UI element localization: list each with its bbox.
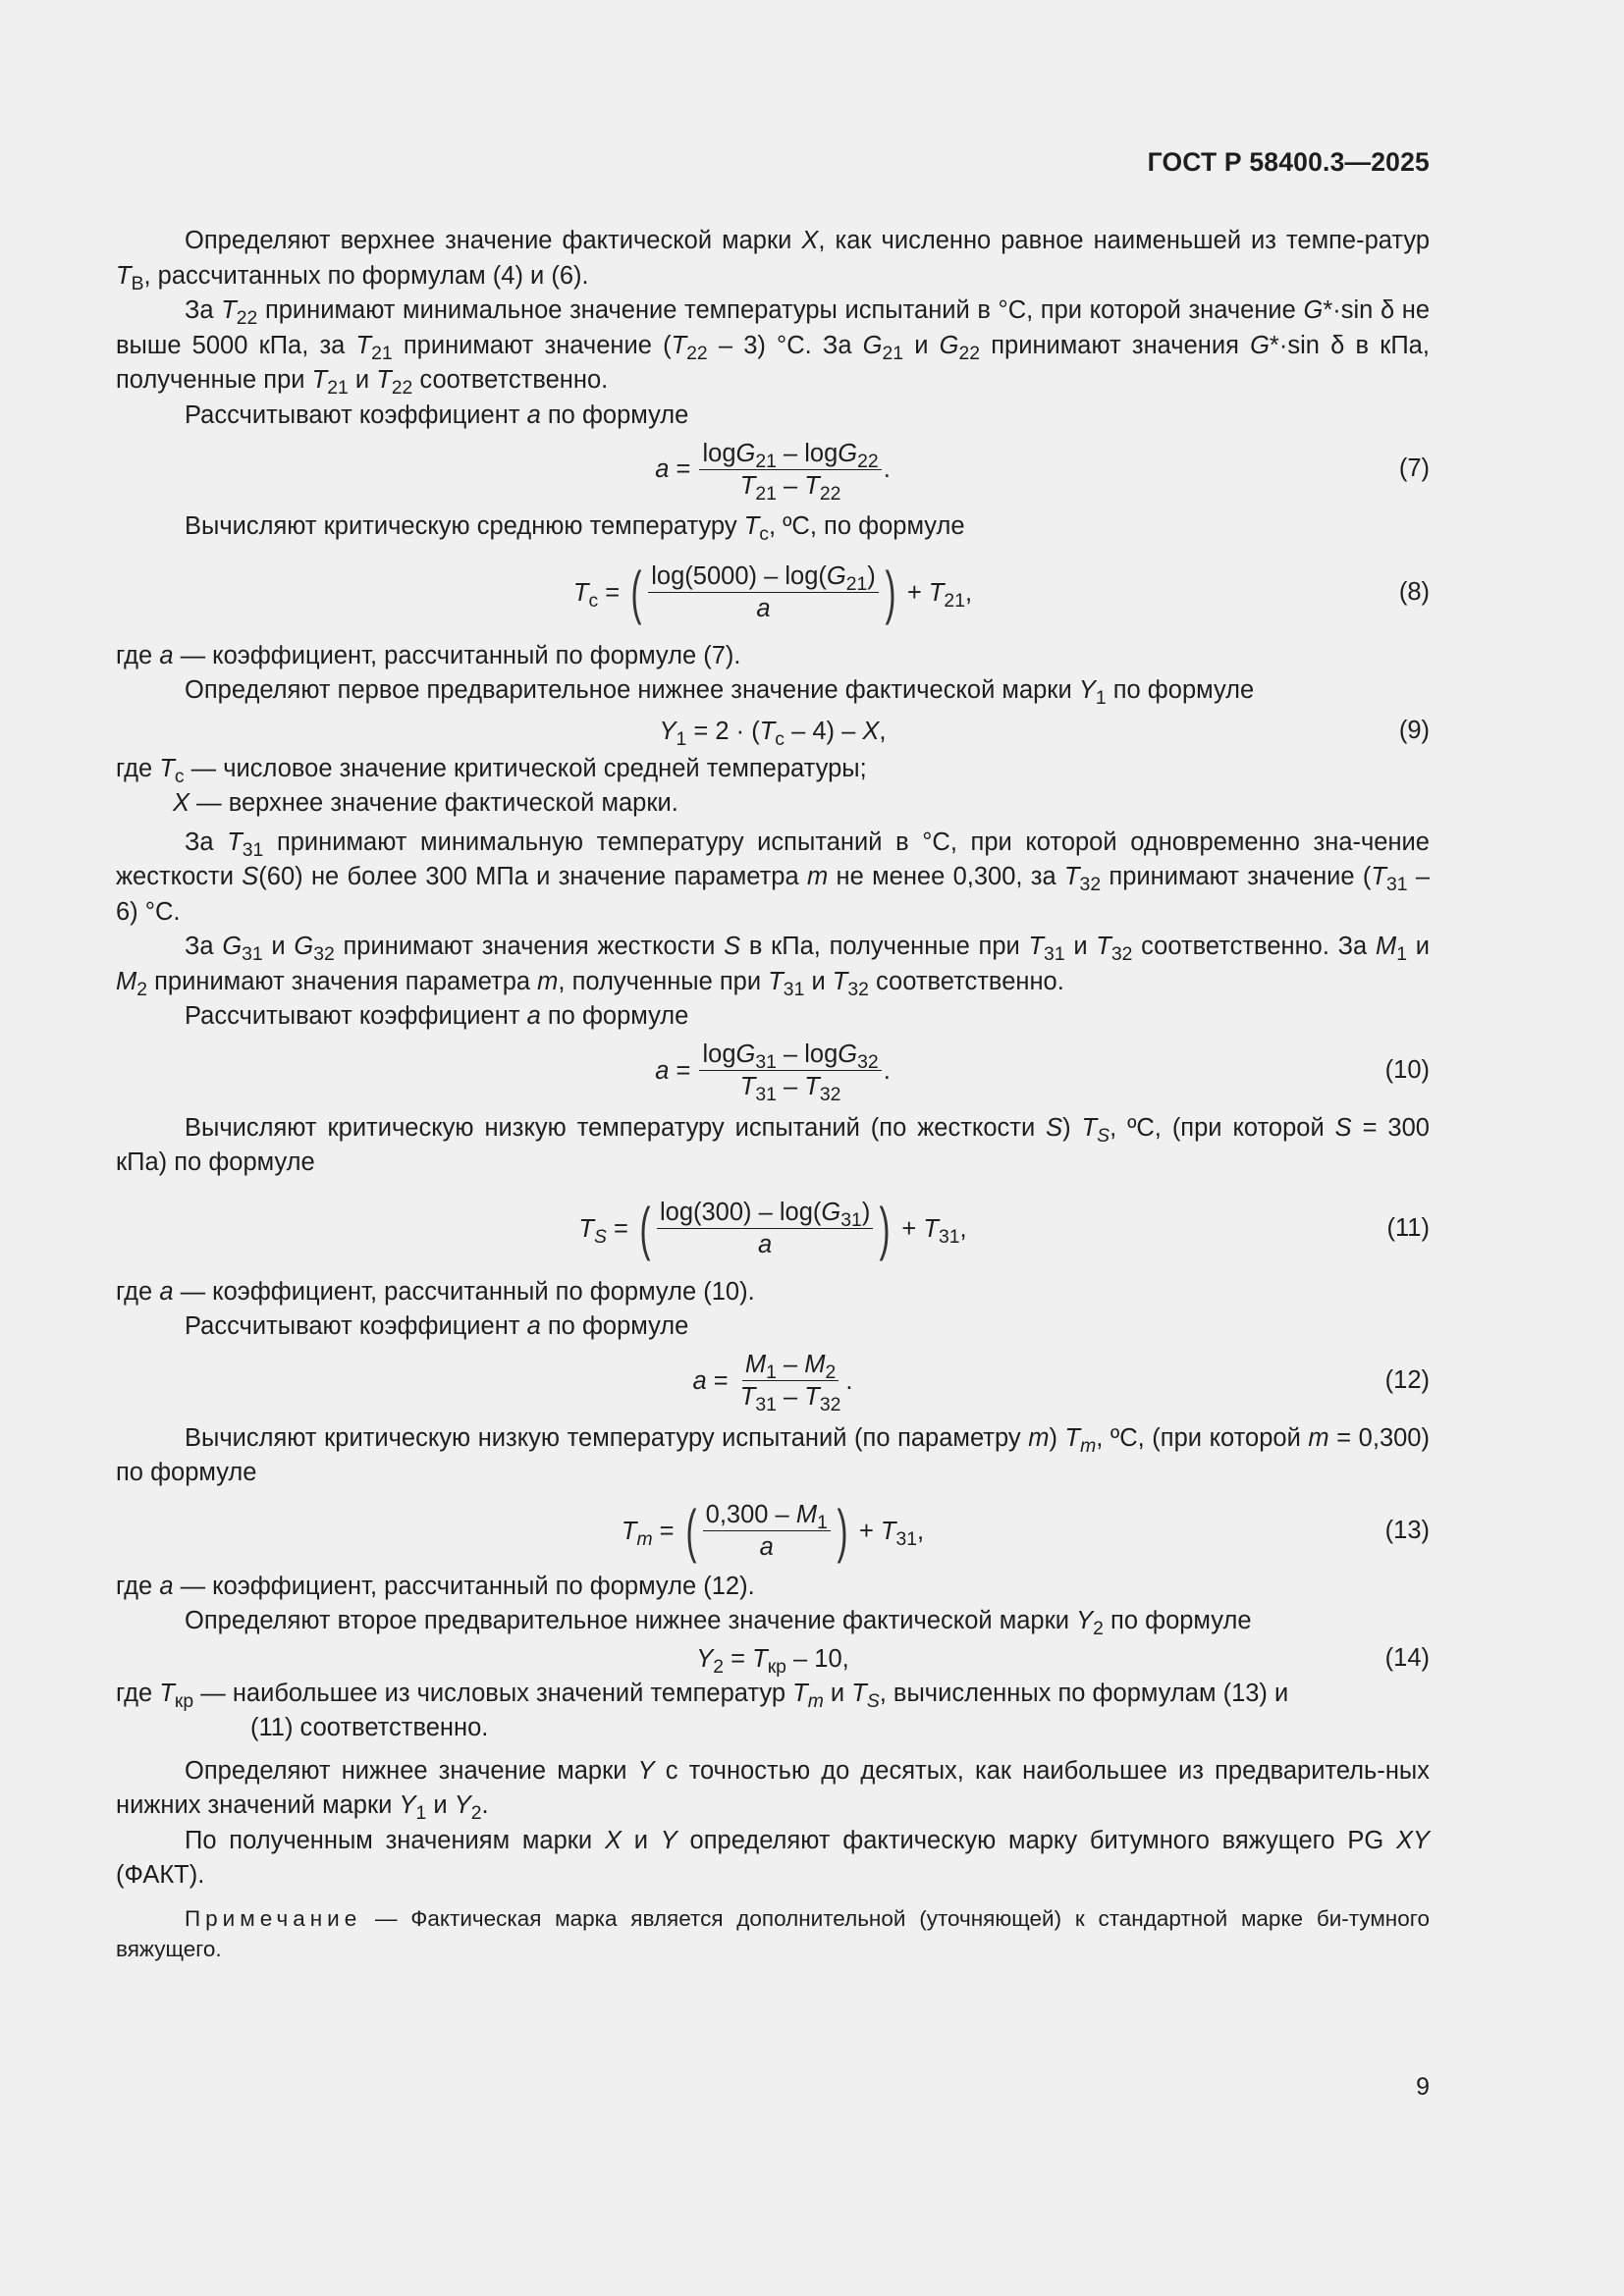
formula-number: (10) — [1384, 1055, 1430, 1084]
paragraph-where-a-12: где a — коэффициент, рассчитанный по формуле (12). — [116, 1572, 755, 1600]
formula-number: (13) — [1384, 1516, 1430, 1544]
paragraph-where-x: X — верхнее значение фактической марки. — [173, 789, 678, 817]
paragraph-calc-a-2: Рассчитывают коэффициент a по формуле — [185, 1002, 689, 1030]
paragraph-tm: Вычисляют критическую низкую температуру испытаний (по параметру m) $T_m$, ºС, (при которой m = 0,300) по формуле — [116, 1423, 1430, 1486]
paragraph-where-a-7: где a — коэффициент, рассчитанный по формуле (7). — [116, 641, 741, 669]
paragraph-tc: Вычисляют критическую среднюю температуру $T_с$, ºС, по формуле — [185, 512, 965, 546]
paragraph-g31: За $G_{31}$ и $G_{32}$ принимают значения жесткости S в кПа, полученные при $T_{31}$ и $T_{32}$ соответственно. За $M_1$ и $M_2$ принимают значения параметра m, полученные при $T_{31}$ и $T_{32}$ соответственно. — [116, 933, 1430, 1000]
paragraph-calc-a-3: Рассчитывают коэффициент a по формуле — [185, 1312, 689, 1340]
paragraph-t22: За $T_{22}$ принимают минимальное значение температуры испытаний в °С, при которой значение G*·sin δ не выше 5000 кПа, за $T_{21}$ принимают значение $(T_{22} - 3)$ °С. За $G_{21}$ и $G_{22}$ принимают значения G*·sin δ в кПа, полученные при $T_{21}$ и $T_{22}$ соответственно. — [116, 296, 1430, 400]
paragraph-actual-grade: По полученным значениям марки X и Y определяют фактическую марку битумного вяжущего PG XY (ФАКТ). — [116, 1826, 1431, 1889]
formula-9: $Y_1 = 2 \cdot (T_с - 4) - X$, (9) — [116, 709, 1430, 752]
formula-7: a = $\frac{\log G_{21} - \log G_{22}}{T_{21} - T_{22}}$ . (7) — [116, 433, 1430, 504]
note: Примечание — Фактическая марка является дополнительной (уточняющей) к стандартной марке би-тумного вяжущего. — [116, 1905, 1430, 1961]
paragraph-lower-grade: Определяют нижнее значение марки Y с точностью до десятых, как наибольшее из предваритель-ных нижних значений марки $Y_1$ и $Y_2$. — [116, 1756, 1430, 1825]
paragraph-where-tkr-cont: (11) соответственно. — [250, 1714, 489, 1741]
note-label: Примечание — [185, 1905, 362, 1931]
standard-header: ГОСТ Р 58400.3—2025 — [1147, 147, 1430, 177]
paragraph-where-tkr: где $T_{кр}$ — наибольшее из числовых значений температур $T_m$ и $T_S$, вычисленных по формулам (13) и — [116, 1679, 1289, 1712]
paragraph-upper-grade: Определяют верхнее значение фактической марки X, как численно равное наименьшей из темпе-ратур $T_В$, рассчитанных по формулам (4) и (6). — [116, 227, 1430, 294]
formula-13: $T_m$ = ( $\frac{0,300 - M_1}{a}$ ) + $T_{31}$, (13) — [116, 1491, 1430, 1570]
formula-number: (11) — [1386, 1213, 1430, 1242]
paragraph-y2: Определяют второе предварительное нижнее значение фактической марки $Y_2$ по формуле — [185, 1607, 1252, 1640]
formula-12: a = $\frac{M_1 - M_2}{T_{31} - T_{32}}$ . (12) — [116, 1345, 1430, 1415]
formula-number: (9) — [1398, 716, 1430, 744]
formula-8: $T_с$ = ( $\frac{\log(5000) - \log(G_{21})}{a}$ ) + $T_{21}$, (8) — [116, 545, 1430, 639]
formula-10: a = $\frac{\log G_{31} - \log G_{32}}{T_{31} - T_{32}}$ . (10) — [116, 1035, 1430, 1105]
paragraph-t31: За $T_{31}$ принимают минимальную температуру испытаний в °С, при которой одновременно зна-чение жесткости S(60) не более 300 МПа и значение параметра m не менее 0,300, за $T_{32}$ принимают значение $(T_{31} - 6)$ °С. — [116, 828, 1431, 926]
formula-number: (12) — [1384, 1365, 1430, 1394]
formula-number: (7) — [1398, 454, 1430, 482]
page-number: 9 — [1416, 2073, 1430, 2101]
document-body — [116, 224, 1430, 1964]
paragraph-ts: Вычисляют критическую низкую температуру испытаний (по жесткости S) $T_S$, ºС, (при которой S = 300 кПа) по формуле — [116, 1113, 1430, 1176]
formula-number: (8) — [1398, 577, 1430, 606]
paragraph-y1: Определяют первое предварительное нижнее значение фактической марки $Y_1$ по формуле — [185, 676, 1255, 710]
paragraph-where-tc: где $T_с$ — числовое значение критической средней температуры; — [116, 754, 867, 787]
paragraph-where-a-10: где a — коэффициент, рассчитанный по формуле (10). — [116, 1277, 755, 1306]
paragraph-calc-a-1: Рассчитывают коэффициент a по формуле — [185, 400, 689, 429]
formula-11: $T_S$ = ( $\frac{\log(300) - \log(G_{31})}{a}$ ) + $T_{31}$, (11) — [116, 1181, 1430, 1275]
formula-number: (14) — [1384, 1643, 1430, 1672]
formula-14: $Y_2 = T_{кр} - 10$, (14) — [116, 1639, 1430, 1677]
